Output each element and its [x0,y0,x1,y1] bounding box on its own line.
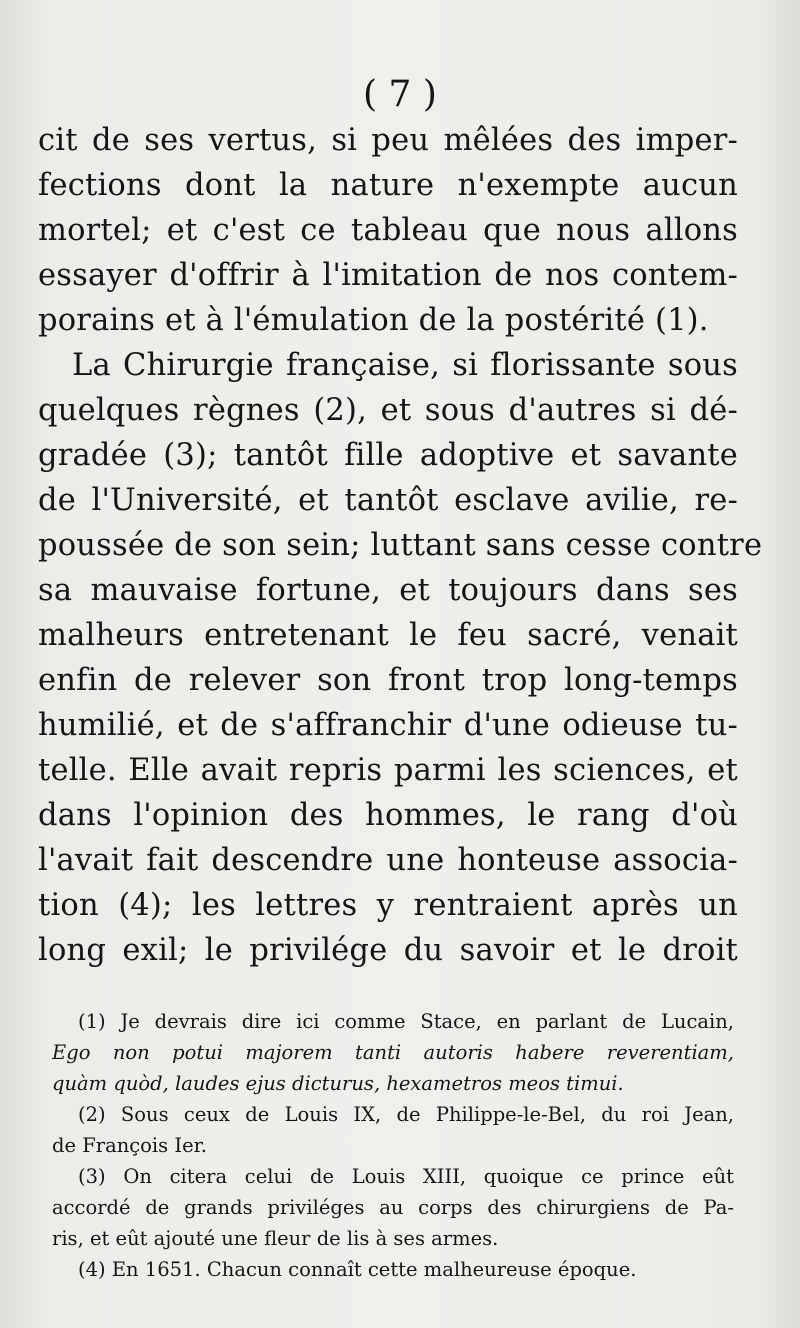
text-line: quelques règnes (2), et sous d'autres si dé- [38,393,738,428]
footnotes [52,1006,734,1285]
footnote-line: de François Ier. [52,1134,207,1157]
text-line: sa mauvaise fortune, et toujours dans ses [38,573,738,608]
text-line: de l'Université, et tantôt esclave avilie, re- [38,483,738,518]
text-line: enfin de relever son front trop long-temps [38,663,738,698]
text-line: humilié, et de s'affranchir d'une odieuse tu- [38,708,738,743]
text-line: malheurs entretenant le feu sacré, venait [38,618,738,653]
text-line: dans l'opinion des hommes, le rang d'où [38,798,738,833]
text-line: poussée de son sein; luttant sans cesse contre [38,528,763,563]
text-line: fections dont la nature n'exempte aucun [38,168,738,203]
footnote-line: ris, et eût ajouté une fleur de lis à ses armes. [52,1227,499,1250]
footnote-line: accordé de grands priviléges au corps des chirurgiens de Pa- [52,1196,734,1219]
footnote-line: (3) On citera celui de Louis XIII, quoique ce prince eût [78,1165,734,1188]
text-line: gradée (3); tantôt fille adoptive et savante [38,438,738,473]
text-line: long exil; le privilége du savoir et le droit [38,933,738,968]
text-line: l'avait fait descendre une honteuse associa- [38,843,738,878]
footnote-line: quàm quòd, laudes ejus dicturus, hexametros meos timui. [52,1072,624,1095]
text-line: La Chirurgie française, si florissante sous [72,348,738,383]
text-line: cit de ses vertus, si peu mêlées des imper- [38,123,738,158]
text-line: tion (4); les lettres y rentraient après un [38,888,738,923]
footnote-line: (1) Je devrais dire ici comme Stace, en parlant de Lucain, [78,1010,734,1033]
footnote-line: Ego non potui majorem tanti autoris habere reverentiam, [52,1041,734,1064]
footnote-line: (4) En 1651. Chacun connaît cette malheureuse époque. [78,1258,637,1281]
main-text [38,118,763,973]
text-line: mortel; et c'est ce tableau que nous allons [38,213,738,248]
text-line: essayer d'offrir à l'imitation de nos contem- [38,258,738,293]
text-line: telle. Elle avait repris parmi les sciences, et [38,753,738,788]
footnote-line: (2) Sous ceux de Louis IX, de Philippe-le-Bel, du roi Jean, [78,1103,734,1126]
text-line: porains et à l'émulation de la postérité (1). [38,303,709,338]
page-number: ( 7 ) [363,74,437,115]
